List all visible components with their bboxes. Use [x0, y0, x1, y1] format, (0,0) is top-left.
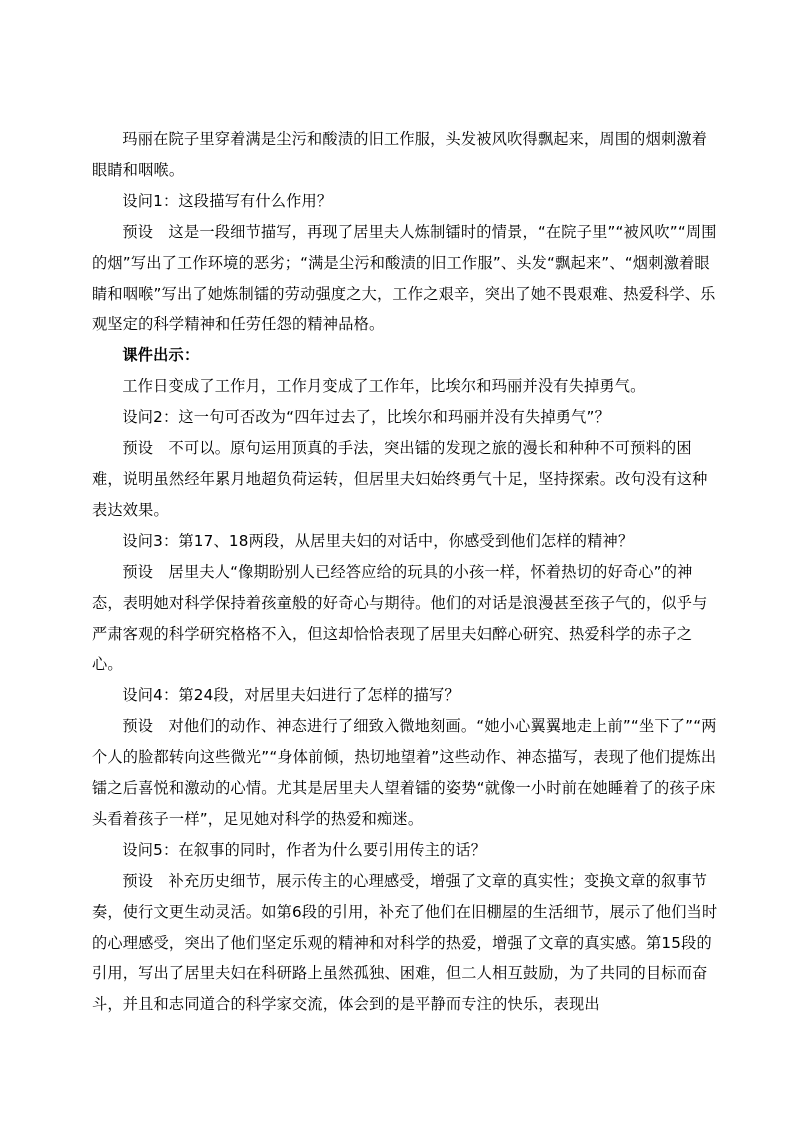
question-2: 设问2：这一句可否改为“四年过去了，比埃尔和玛丽并没有失掉勇气”？ — [122, 408, 611, 427]
answer-1: 预设 这是一段细节描写，再现了居里夫人炼制镭时的情景，“在院子里”“被风吹”“周围的烟”写出了工作环境的恶劣；“满是尘污和酸渍的旧工作服”、头发“飘起来”、“烟刺激着眼睛和咽喉”写出了她炼制镭的劳动强度之大，工作之艰辛，突出了她不畏艰难、热爱科学、乐观坚定的科学精神和任劳任怨的精神品格。 — [92, 222, 717, 334]
answer-3: 预设 居里夫人“像期盼别人已经答应给的玩具的小孩一样，怀着热切的好奇心”的神态，表明她对科学保持着孩童般的好奇心与期待。他们的对话是浪漫甚至孩子气的，似乎与严肃客观的科学研究格格不入，但这却恰恰表现了居里夫妇醉心研究、热爱科学的赤子之心。 — [92, 562, 708, 674]
document-body — [92, 124, 722, 1020]
question-4: 设问4：第24段，对居里夫妇进行了怎样的描写？ — [122, 686, 460, 705]
answer-5: 预设 补充历史细节，展示传主的心理感受，增强了文章的真实性；变换文章的叙事节奏，使行文更生动灵活。如第6段的引用，补充了他们在旧棚屋的生活细节，展示了他们当时的心理感受，突出了他们坚定乐观的精神和对科学的热爱，增强了文章的真实感。第15段的引用，写出了居里夫妇在科研路上虽然孤独、困难，但二人相互鼓励，为了共同的目标而奋斗，并且和志同道合的科学家交流，体会到的是平静而专注的快乐，表现出 — [92, 871, 718, 1014]
courseware-heading: 课件出示： — [122, 346, 200, 365]
question-1: 设问1：这段描写有什么作用？ — [122, 191, 333, 210]
question-5: 设问5：在叙事的同时，作者为什么要引用传主的话？ — [122, 840, 487, 859]
quote-paragraph-2: 工作日变成了工作月，工作月变成了工作年，比埃尔和玛丽并没有失掉勇气。 — [122, 377, 646, 396]
answer-2: 预设 不可以。原句运用顶真的手法，突出镭的发现之旅的漫长和种种不可预料的困难，说明虽然经年累月地超负荷运转，但居里夫妇始终勇气十足，坚持探索。改句没有这种表达效果。 — [92, 439, 708, 519]
quote-paragraph: 玛丽在院子里穿着满是尘污和酸渍的旧工作服，头发被风吹得飘起来，周围的烟刺激着眼睛和咽喉。 — [92, 130, 708, 179]
answer-4: 预设 对他们的动作、神态进行了细致入微地刻画。“她小心翼翼地走上前”“坐下了”“两个人的脸都转向这些微光”“身体前倾，热切地望着”这些动作、神态描写，表现了他们提炼出镭之后喜悦和激动的心情。尤其是居里夫人望着镭的姿势“就像一小时前在她睡着了的孩子床头看着孩子一样”，足见她对科学的热爱和痴迷。 — [92, 717, 717, 828]
question-3: 设问3：第17、18两段，从居里夫妇的对话中，你感受到他们怎样的精神？ — [122, 531, 634, 550]
